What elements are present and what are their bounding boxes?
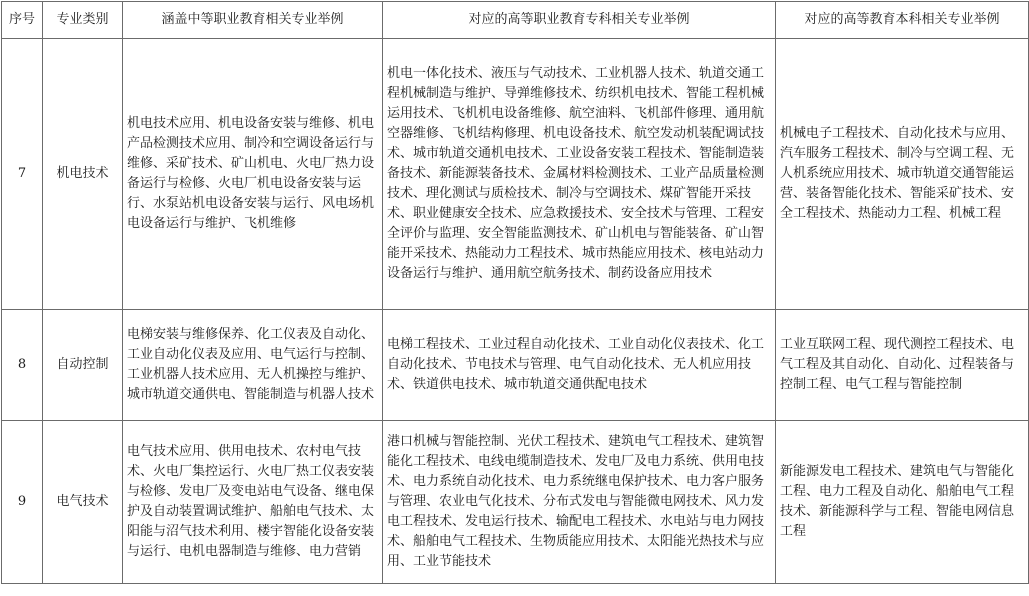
cell-vocational: 机电一体化技术、液压与气动技术、工业机器人技术、轨道交通工程机械制造与维护、导弹维修技术、纺织机电技术、智能工程机械运用技术、飞机机电设备维修、航空油料、飞机部件修理、通用航空器维修、飞机结构修理、机电设备技术、航空发动机装配调试技术、城市轨道交通机电技术、工业设备安装工程技术、智能制造装备技术、新能源装备技术、金属材料检测技术、工业产品质量检测技术、理化测试与质检技术、制冷与空调技术、煤矿智能开采技术、职业健康安全技术、应急救援技术、安全技术与管理、工程安全评价与监理、安全智能监测技术、矿山机电与智能装备、矿山智能开采技术、热能动力工程技术、城市热能应用技术、核电站动力设备运行与维护、通用航空航务技术、制药设备应用技术	[383, 39, 776, 310]
header-undergraduate: 对应的高等教育本科相关专业举例	[776, 2, 1029, 39]
table-row	[2, 421, 1029, 584]
major-correspondence-table	[1, 1, 1029, 584]
cell-undergraduate: 工业互联网工程、现代测控工程技术、电气工程及其自动化、自动化、过程装备与控制工程、电气工程与智能控制	[776, 310, 1029, 421]
header-row	[2, 2, 1029, 39]
header-secondary: 涵盖中等职业教育相关专业举例	[123, 2, 383, 39]
cell-category: 电气技术	[43, 421, 123, 584]
cell-no: 9	[2, 421, 43, 584]
table-row	[2, 310, 1029, 421]
header-category: 专业类别	[43, 2, 123, 39]
cell-undergraduate: 机械电子工程技术、自动化技术与应用、汽车服务工程技术、制冷与空调工程、无人机系统应用技术、城市轨道交通智能运营、装备智能化技术、智能采矿技术、安全工程技术、热能动力工程、机械工程	[776, 39, 1029, 310]
cell-no: 8	[2, 310, 43, 421]
cell-vocational: 港口机械与智能控制、光伏工程技术、建筑电气工程技术、建筑智能化工程技术、电线电缆制造技术、发电厂及电力系统、供用电技术、电力系统自动化技术、电力系统继电保护技术、电力客户服务与管理、农业电气化技术、分布式发电与智能微电网技术、风力发电工程技术、发电运行技术、输配电工程技术、水电站与电力网技术、船舶电气工程技术、生物质能应用技术、太阳能光热技术与应用、工业节能技术	[383, 421, 776, 584]
table-row	[2, 39, 1029, 310]
cell-category: 机电技术	[43, 39, 123, 310]
cell-undergraduate: 新能源发电工程技术、建筑电气与智能化工程、电力工程及自动化、船舶电气工程技术、新能源科学与工程、智能电网信息工程	[776, 421, 1029, 584]
cell-vocational: 电梯工程技术、工业过程自动化技术、工业自动化仪表技术、化工自动化技术、节电技术与管理、电气自动化技术、无人机应用技术、铁道供电技术、城市轨道交通供配电技术	[383, 310, 776, 421]
cell-category: 自动控制	[43, 310, 123, 421]
header-no: 序号	[2, 2, 43, 39]
header-vocational: 对应的高等职业教育专科相关专业举例	[383, 2, 776, 39]
cell-no: 7	[2, 39, 43, 310]
cell-secondary: 电梯安装与维修保养、化工仪表及自动化、工业自动化仪表及应用、电气运行与控制、工业机器人技术应用、无人机操控与维护、城市轨道交通供电、智能制造与机器人技术	[123, 310, 383, 421]
cell-secondary: 机电技术应用、机电设备安装与维修、机电产品检测技术应用、制冷和空调设备运行与维修、采矿技术、矿山机电、火电厂热力设备运行与检修、火电厂机电设备安装与运行、水泵站机电设备安装与运行、风电场机电设备运行与维护、飞机维修	[123, 39, 383, 310]
cell-secondary: 电气技术应用、供用电技术、农村电气技术、火电厂集控运行、火电厂热工仪表安装与检修、发电厂及变电站电气设备、继电保护及自动装置调试维护、船舶电气技术、太阳能与沼气技术利用、楼宇智能化设备安装与运行、电机电器制造与维修、电力营销	[123, 421, 383, 584]
